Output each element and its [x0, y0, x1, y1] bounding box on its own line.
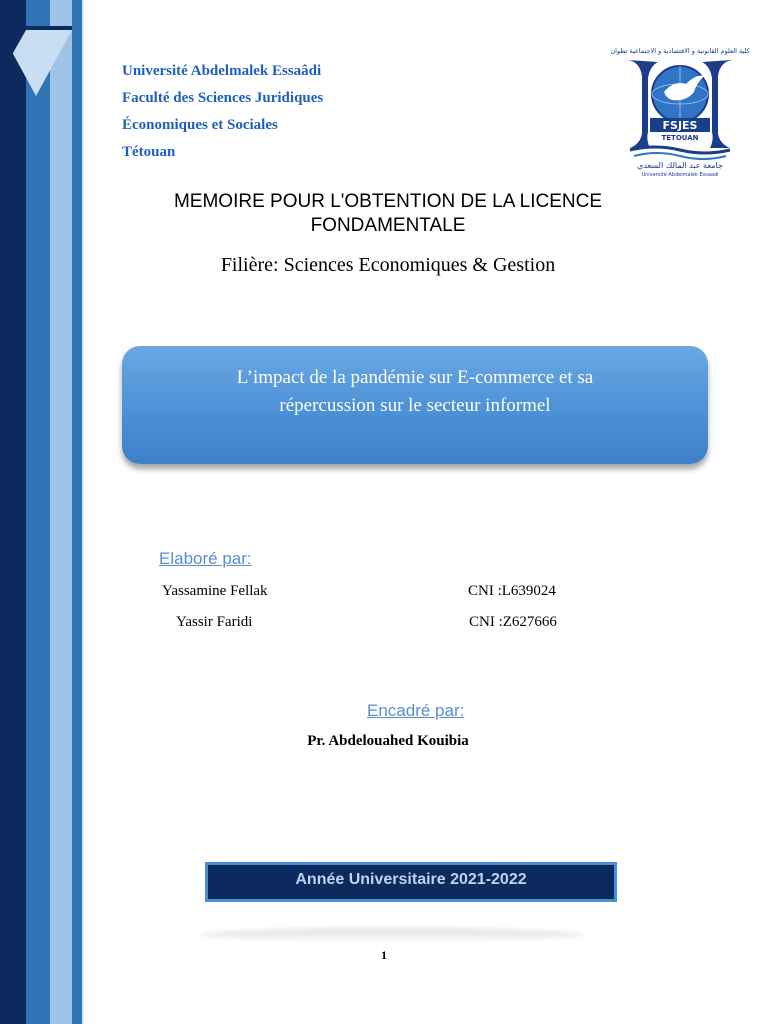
topic-box — [122, 346, 708, 464]
memoire-title-line2: FONDAMENTALE — [310, 215, 466, 236]
decor-stripe-blue — [26, 0, 50, 1024]
faculty-line-2: Économiques et Sociales — [122, 117, 278, 133]
decor-shadow-bar — [200, 928, 584, 942]
supervisor-name: Pr. Abdelouahed Kouibia — [307, 733, 469, 749]
faculty-line: Faculté des Sciences Juridiques — [122, 90, 324, 106]
supervisor-label: Encadré par: — [367, 701, 465, 720]
logo-acronym: FSJES — [662, 119, 698, 132]
logo-arabic-top: كلية العلوم القانونية و الاقتصادية و الاجتماعية تطوان — [610, 47, 750, 55]
logo-latin-bottom: Université Abdelmalek Essaadi — [641, 172, 719, 178]
university-line: Université Abdelmalek Essaâdi — [122, 63, 322, 79]
author-cni: CNI :L639024 — [468, 583, 556, 599]
memoire-title-line1: MEMOIRE POUR L'OBTENTION DE LA LICENCE — [173, 191, 603, 212]
fsjes-logo — [610, 44, 750, 178]
filiere-line: Filière: Sciences Economiques & Gestion — [220, 254, 556, 276]
university-header — [122, 58, 323, 166]
academic-year-box — [205, 862, 617, 902]
authors-label: Elaboré par: — [159, 549, 252, 568]
page-number: 1 — [381, 948, 387, 962]
decor-stripe-blue-thin — [72, 0, 82, 1024]
academic-year: Année Universitaire 2021-2022 — [295, 870, 527, 888]
topic-title-line2: répercussion sur le secteur informel — [279, 395, 551, 416]
topic-title-line1: L’impact de la pandémie sur E-commerce et sa — [236, 367, 594, 388]
author-name: Yassamine Fellak — [162, 583, 268, 599]
decor-stripe-edge — [82, 0, 84, 1024]
decor-stripe-navy — [0, 0, 26, 1024]
topic-title — [180, 364, 650, 420]
author-cni: CNI :Z627666 — [469, 614, 557, 630]
city-line: Tétouan — [122, 144, 176, 160]
corner-triangle-decor — [0, 26, 72, 96]
author-name: Yassir Faridi — [176, 614, 253, 630]
logo-arabic-bottom: جامعة عبد المالك السعدي — [637, 161, 723, 170]
logo-city: TETOUAN — [661, 134, 699, 142]
decor-stripe-lightblue — [50, 0, 72, 1024]
memoire-title — [100, 190, 676, 238]
